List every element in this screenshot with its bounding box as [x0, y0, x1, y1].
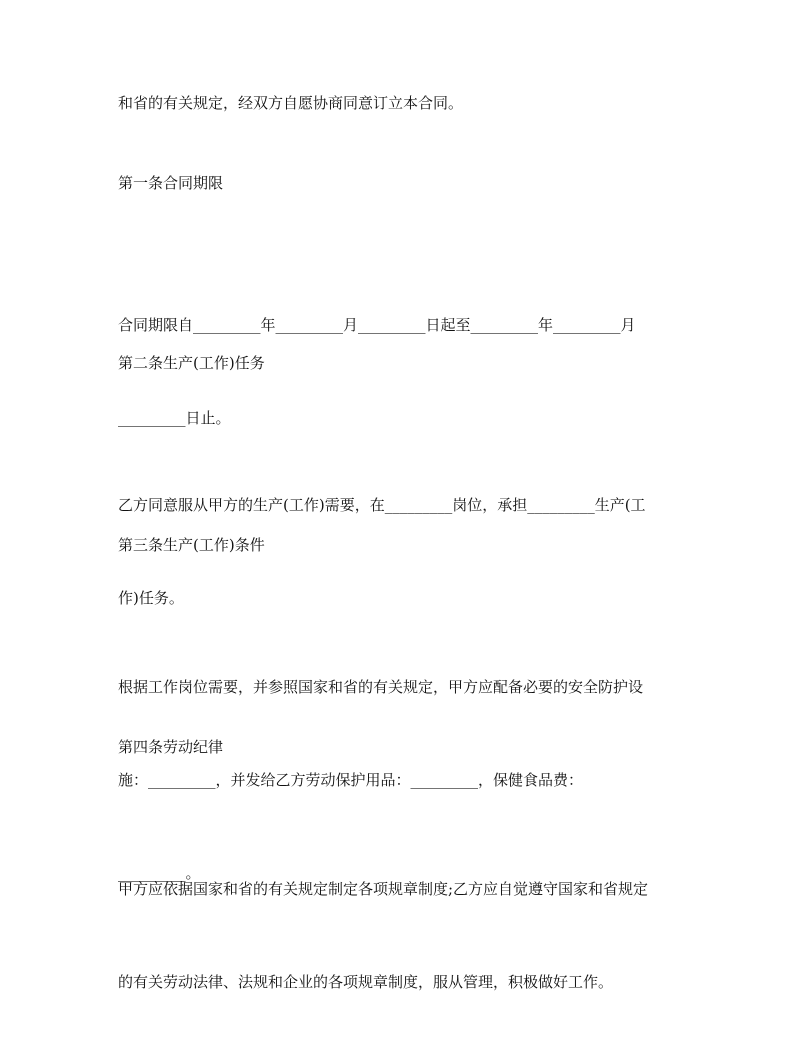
section-4-line-1: 甲方应依据国家和省的有关规定制定各项规章制度;乙方应自觉遵守国家和省规定: [118, 880, 649, 898]
section-2-line-1: 乙方同意服从甲方的生产(工作)需要，在_________岗位，承担_________生产(工: [118, 496, 646, 514]
section-3-line-2: 施：_________，并发给乙方劳动保护用品：_________，保健食品费：: [118, 771, 584, 789]
section-3-line-1: 根据工作岗位需要，并参照国家和省的有关规定，甲方应配备必要的安全防护设: [118, 678, 644, 696]
section-2-line-2: 作)任务。: [118, 589, 184, 607]
section-2-heading: 第二条生产(工作)任务: [118, 354, 265, 372]
section-3-heading: 第三条生产(工作)条件: [118, 536, 265, 554]
section-4-body: [118, 812, 684, 1060]
section-4-line-2: 的有关劳动法律、法规和企业的各项规章制度，服从管理，积极做好工作。: [118, 973, 614, 991]
section-1-line-1: 合同期限自_________年_________月_________日起至_________年_________月: [118, 316, 636, 334]
section-1-line-2: _________日止。: [118, 409, 231, 427]
section-1-heading: 第一条合同期限: [118, 174, 224, 192]
section-4-heading: 第四条劳动纪律: [118, 738, 224, 756]
section-3-line-3: _________。: [118, 864, 201, 882]
intro-paragraph: 和省的有关规定，经双方自愿协商同意订立本合同。: [118, 94, 464, 112]
